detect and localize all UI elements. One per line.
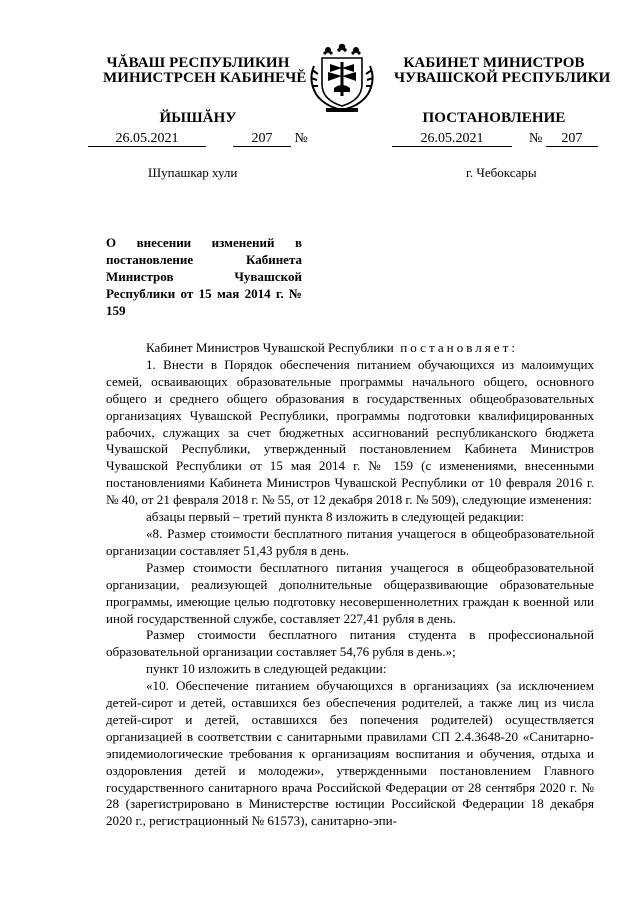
intro-text: Кабинет Министров Чувашской Республики: [146, 340, 394, 355]
header-left-doc-type: ЙЫШĂНУ: [159, 110, 237, 126]
header-right-line2: ЧУВАШСКОЙ РЕСПУБЛИКИ: [394, 70, 611, 86]
date-left: 26.05.2021: [88, 132, 206, 147]
intro-verb: постановляет:: [400, 340, 518, 355]
paragraph: пункт 10 изложить в следующей редакции:: [146, 661, 387, 677]
date-right: 26.05.2021: [392, 132, 512, 147]
paragraph: Размер стоимости бесплатного питания студента в профессиональной образовательной организации составляет 54,76 рубля в день.»;: [106, 627, 594, 660]
number-sign-right: №: [529, 131, 543, 146]
document-body: [106, 340, 594, 830]
number-row-right: [392, 131, 598, 147]
document-subject: О внесении изменений в постановление Кабинета Министров Чувашской Республики от 15 мая 2014 г. № 159: [106, 235, 302, 318]
number-right: 207: [546, 132, 598, 147]
number-sign-left: №: [294, 131, 308, 146]
paragraph: 1. Внести в Порядок обеспечения питанием обучающихся из малоимущих семей, осваивающих образовательные программы начального общего, основного общего и среднего общего образования в государственных общеобразовательных организациях Чувашской Республики, программы подготовки квалифицированных рабочих, служащих за счет бюджетных ассигнований республиканского бюджета Чувашской Республики, утвержденный постановлением Кабинета Министров Чувашской Республики от 15 мая 2014 г. № 159 (с изменениями, внесенными постановлениями Кабинета Министров Чувашской Республики от 10 февраля 2016 г. № 40, от 21 февраля 2018 г. № 55, от 12 декабря 2018 г. № 509), следующие изменения:: [106, 356, 594, 508]
number-left: 207: [233, 132, 291, 147]
paragraph: Размер стоимости бесплатного питания учащегося в общеобразовательной организации, реализующей дополнительные общеразвивающие образовательные программы, имеющие целью подготовку несовершеннолетних граждан к военной или иной государственной службе, составляет 227,41 рубля в день.: [106, 559, 594, 626]
header-right: [394, 55, 611, 126]
emblem-icon: [304, 40, 380, 114]
header-left: [103, 55, 307, 126]
paragraph: «10. Обеспечение питанием обучающихся в организациях (за исключением детей-сирот и детей, оставшихся без обеспечения родителей, а также лиц из числа детей-сирот и детей, оставшихся без попечения родителей) осуществляется организацией в соответствии с санитарными правилами СП 2.4.3648-20 «Санитарно-эпидемиологические требования к организациям воспитания и обучения, отдыха и оздоровления детей и молодежи», утвержденными постановлением Главного государственного санитарного врача Российской Федерации от 28 сентября 2020 г. № 28 (зарегистрировано в Министерстве юстиции Российской Федерации 18 декабря 2020 г., регистрационный № 61573), санитарно-эпи-: [106, 678, 594, 829]
place-right: г. Чебоксары: [466, 165, 537, 180]
header-left-line2: МИНИСТРСЕН КАБИНЕЧĔ: [103, 70, 307, 86]
place-left: Шупашкар хули: [148, 165, 238, 180]
header-right-doc-type: ПОСТАНОВЛЕНИЕ: [422, 110, 566, 126]
paragraph: «8. Размер стоимости бесплатного питания учащегося в общеобразовательной организации составляет 51,43 рубля в день.: [106, 525, 594, 558]
header-right-line1: КАБИНЕТ МИНИСТРОВ: [403, 55, 585, 71]
header-left-line1: ЧĂВАШ РЕСПУБЛИКИН: [106, 55, 290, 71]
intro-paragraph: [106, 340, 594, 357]
number-row-left: [88, 131, 308, 147]
paragraph: абзацы первый – третий пункта 8 изложить в следующей редакции:: [146, 509, 525, 525]
